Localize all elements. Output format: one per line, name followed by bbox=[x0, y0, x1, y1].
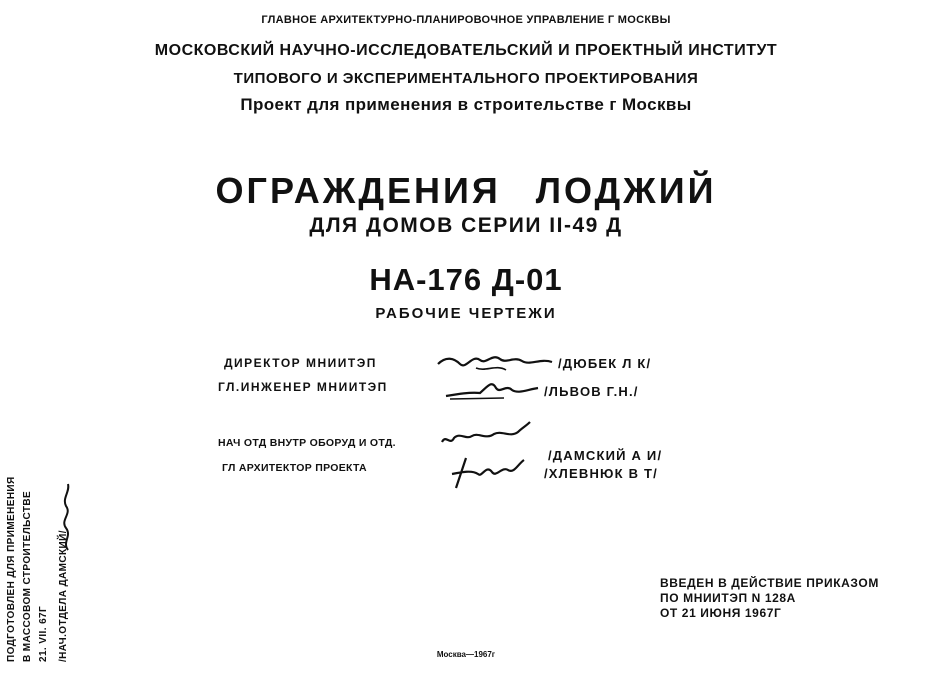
signatory-name-director: /ДЮБЕК Л К/ bbox=[558, 356, 652, 371]
decree-line-1: ВВЕДЕН В ДЕЙСТВИЕ ПРИКАЗОМ bbox=[660, 576, 879, 590]
document-title: ОГРАЖДЕНИЯ ЛОДЖИЙ bbox=[215, 170, 717, 211]
vertical-note-line-2: В МАССОВОМ СТРОИТЕЛЬСТВЕ bbox=[22, 490, 33, 662]
agency-heading: ГЛАВНОЕ АРХИТЕКТУРНО-ПЛАНИРОВОЧНОЕ УПРАВЛЕНИЕ Г МОСКВЫ bbox=[261, 14, 671, 26]
document-code: НА-176 Д-01 bbox=[369, 262, 563, 297]
decree-block bbox=[660, 576, 879, 621]
signature-director bbox=[436, 350, 554, 376]
document-series: ДЛЯ ДОМОВ СЕРИИ II-49 Д bbox=[309, 214, 623, 237]
signatory-role-chief-engineer: ГЛ.ИНЖЕНЕР МНИИТЭП bbox=[218, 380, 388, 394]
signatory-name-department-head: /ДАМСКИЙ А И/ bbox=[548, 448, 663, 463]
signature-chief-engineer bbox=[444, 374, 540, 404]
signatory-role-chief-architect: ГЛ АРХИТЕКТОР ПРОЕКТА bbox=[222, 462, 367, 474]
document-subtitle: РАБОЧИЕ ЧЕРТЕЖИ bbox=[375, 305, 557, 322]
city-year: Москва—1967г bbox=[436, 650, 496, 659]
institute-name-line-2: ТИПОВОГО И ЭКСПЕРИМЕНТАЛЬНОГО ПРОЕКТИРОВАНИЯ bbox=[233, 70, 699, 87]
signature-department-head bbox=[440, 420, 532, 450]
vertical-margin-note bbox=[2, 410, 86, 666]
decree-line-3: ОТ 21 ИЮНЯ 1967Г bbox=[660, 606, 782, 620]
signatory-name-chief-architect: /ХЛЕВНЮК В Т/ bbox=[544, 466, 658, 481]
signatory-name-chief-engineer: /ЛЬВОВ Г.Н./ bbox=[544, 384, 639, 399]
vertical-note-line-4: /НАЧ.ОТДЕЛА ДАМСКИЙ/ bbox=[58, 530, 69, 662]
vertical-note-line-1: ПОДГОТОВЛЕН ДЛЯ ПРИМЕНЕНИЯ bbox=[6, 476, 17, 662]
signature-chief-architect bbox=[448, 452, 526, 492]
project-note: Проект для применения в строительстве г Москвы bbox=[240, 95, 692, 114]
signatory-role-director: ДИРЕКТОР МНИИТЭП bbox=[224, 356, 377, 370]
signatory-role-department-head: НАЧ ОТД ВНУТР ОБОРУД И ОТД. bbox=[218, 437, 396, 449]
signature-margin bbox=[56, 482, 78, 552]
vertical-note-line-3: 21. VII. 67Г bbox=[38, 605, 49, 662]
decree-line-2: ПО МНИИТЭП N 128А bbox=[660, 591, 796, 605]
institute-name-line-1: МОСКОВСКИЙ НАУЧНО-ИССЛЕДОВАТЕЛЬСКИЙ И ПРОЕКТНЫЙ ИНСТИТУТ bbox=[154, 42, 778, 59]
